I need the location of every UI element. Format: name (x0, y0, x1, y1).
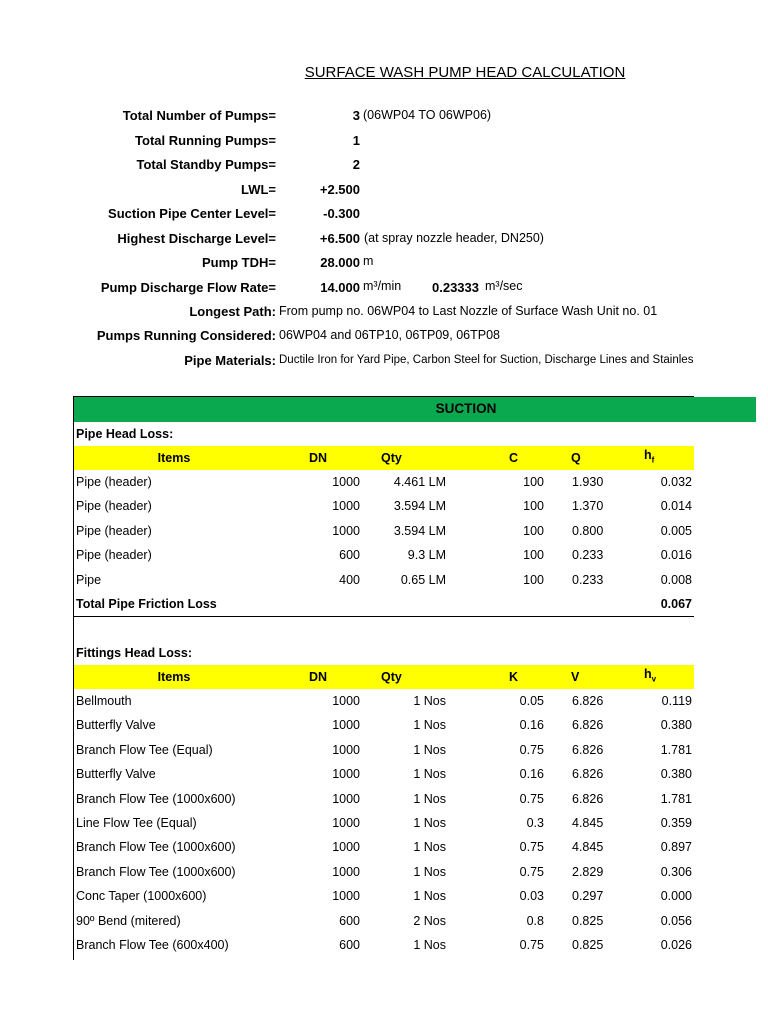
cell-item: Pipe (header) (76, 523, 152, 538)
cell-k: 0.75 (519, 791, 544, 806)
info-text: From pump no. 06WP04 to Last Nozzle of Surface Wash Unit no. 01 (279, 304, 658, 318)
param-label: Pump Discharge Flow Rate= (100, 280, 276, 295)
cell-c: 100 (523, 499, 544, 514)
param-unit: m (363, 254, 374, 268)
cell-qty: 1 Nos (413, 767, 446, 782)
cell-item: Line Flow Tee (Equal) (76, 816, 197, 830)
cell-q: 0.233 (572, 548, 604, 563)
col-qty: Qty (381, 451, 402, 465)
pipe-total-label: Total Pipe Friction Loss (76, 597, 217, 611)
cell-qty: 0.65 LM (400, 572, 446, 587)
cell-v: 4.845 (572, 840, 604, 855)
cell-dn: 1000 (332, 816, 360, 830)
cell-dn: 1000 (332, 499, 360, 514)
cell-dn: 600 (339, 938, 360, 952)
cell-v: 6.826 (572, 694, 604, 708)
cell-item: Branch Flow Tee (Equal) (76, 742, 213, 757)
cell-dn: 1000 (332, 791, 360, 806)
param-value: 2 (352, 157, 360, 172)
info-text: Ductile Iron for Yard Pipe, Carbon Steel for Suction, Discharge Lines and Stainles (279, 354, 694, 366)
cell-q: 1.370 (572, 499, 604, 514)
cell-qty: 3.594 LM (393, 523, 446, 538)
cell-k: 0.16 (519, 718, 544, 733)
cell-item: 90º Bend (mitered) (76, 913, 181, 928)
cell-h: 0.897 (660, 840, 692, 855)
cell-h: 1.781 (660, 791, 692, 806)
cell-v: 4.845 (572, 816, 604, 830)
cell-item: Conc Taper (1000x600) (76, 889, 207, 904)
cell-h: 0.014 (660, 499, 692, 514)
cell-dn: 1000 (332, 889, 360, 904)
col-hv (644, 667, 656, 684)
pipe-section-title: Pipe Head Loss: (76, 427, 174, 441)
cell-dn: 1000 (332, 475, 360, 489)
param-label: Pump TDH= (201, 255, 276, 270)
table-top-border (73, 396, 694, 397)
param-value: 14.000 (320, 280, 360, 295)
cell-v: 6.826 (572, 767, 604, 782)
col-hf-subscript: f (651, 455, 655, 465)
fittings-section-title: Fittings Head Loss: (76, 646, 192, 660)
cell-c: 100 (523, 523, 544, 538)
param-unit: m³/min (363, 279, 402, 293)
param-label: Suction Pipe Center Level= (108, 206, 276, 221)
cell-h: 1.781 (660, 742, 692, 757)
cell-v: 6.826 (572, 718, 604, 733)
cell-h: 0.380 (660, 767, 692, 782)
cell-h: 0.380 (660, 718, 692, 733)
cell-qty: 3.594 LM (393, 499, 446, 514)
param-label: LWL= (240, 182, 276, 197)
param-value: 3 (352, 108, 360, 123)
cell-item: Pipe (header) (76, 475, 152, 489)
cell-dn: 1000 (332, 718, 360, 733)
param-value: +2.500 (319, 182, 360, 197)
param-label: Total Running Pumps= (135, 133, 276, 148)
cell-qty: 1 Nos (413, 791, 446, 806)
param-note: (06WP04 TO 06WP06) (363, 108, 492, 122)
col-hf (644, 448, 654, 465)
param-value-secondary: 0.23333 (432, 280, 479, 295)
cell-v: 2.829 (572, 864, 604, 879)
cell-h: 0.005 (660, 523, 692, 538)
col-dn: DN (309, 670, 328, 684)
cell-dn: 1000 (332, 742, 360, 757)
col-hf-symbol: h (644, 448, 652, 462)
col-hv-symbol: h (644, 667, 652, 681)
cell-h: 0.359 (660, 816, 692, 830)
cell-k: 0.16 (519, 767, 544, 782)
cell-k: 0.3 (526, 816, 544, 830)
param-value: 28.000 (320, 255, 360, 270)
cell-q: 0.233 (572, 572, 604, 587)
cell-qty: 4.461 LM (393, 475, 446, 489)
cell-qty: 2 Nos (413, 913, 446, 928)
cell-v: 6.826 (572, 742, 604, 757)
page-title: SURFACE WASH PUMP HEAD CALCULATION (304, 64, 626, 81)
section-header-suction: SUCTION (435, 401, 497, 416)
cell-c: 100 (523, 548, 544, 563)
cell-v: 0.297 (572, 889, 604, 904)
col-k: K (509, 670, 519, 684)
col-qty: Qty (381, 670, 402, 684)
cell-k: 0.75 (519, 938, 544, 952)
param-value: +6.500 (319, 231, 360, 246)
cell-c: 100 (523, 475, 544, 489)
cell-dn: 1000 (332, 864, 360, 879)
cell-qty: 1 Nos (413, 742, 446, 757)
cell-v: 6.826 (572, 791, 604, 806)
cell-dn: 1000 (332, 694, 360, 708)
cell-qty: 1 Nos (413, 840, 446, 855)
cell-h: 0.000 (660, 889, 692, 904)
cell-qty: 1 Nos (413, 864, 446, 879)
cell-item: Bellmouth (76, 694, 132, 708)
cell-h: 0.008 (660, 572, 692, 587)
cell-k: 0.75 (519, 840, 544, 855)
param-value: -0.300 (323, 206, 360, 221)
cell-h: 0.306 (660, 864, 692, 879)
cell-k: 0.75 (519, 742, 544, 757)
param-label: Highest Discharge Level= (117, 231, 276, 246)
cell-item: Pipe (76, 572, 102, 587)
cell-qty: 1 Nos (413, 816, 446, 830)
cell-dn: 1000 (332, 523, 360, 538)
pipe-total-value: 0.067 (660, 597, 692, 611)
col-hv-subscript: v (651, 674, 657, 684)
param-label: Total Number of Pumps= (122, 108, 276, 123)
cell-item: Branch Flow Tee (1000x600) (76, 864, 236, 879)
cell-k: 0.75 (519, 864, 544, 879)
cell-qty: 1 Nos (413, 938, 446, 952)
cell-item: Pipe (header) (76, 548, 152, 563)
cell-h: 0.119 (661, 694, 692, 708)
param-value: 1 (352, 133, 360, 148)
cell-item: Branch Flow Tee (1000x600) (76, 840, 236, 855)
cell-item: Pipe (header) (76, 499, 152, 514)
col-c: C (509, 451, 519, 465)
cell-h: 0.032 (660, 475, 692, 489)
cell-dn: 400 (339, 572, 360, 587)
cell-qty: 1 Nos (413, 694, 446, 708)
cell-dn: 600 (339, 913, 360, 928)
cell-k: 0.03 (519, 889, 544, 904)
pipe-total-rule (74, 616, 694, 617)
cell-item: Butterfly Valve (76, 767, 156, 782)
param-note: (at spray nozzle header, DN250) (364, 231, 544, 245)
col-q: Q (571, 451, 581, 465)
col-dn: DN (309, 451, 328, 465)
cell-qty: 1 Nos (413, 718, 446, 733)
param-label: Total Standby Pumps= (136, 157, 276, 172)
cell-item: Branch Flow Tee (600x400) (76, 938, 229, 952)
cell-qty: 1 Nos (413, 889, 446, 904)
cell-h: 0.026 (660, 938, 692, 952)
cell-item: Branch Flow Tee (1000x600) (76, 791, 236, 806)
cell-v: 0.825 (572, 938, 604, 952)
info-label: Pipe Materials: (184, 353, 276, 368)
info-label: Longest Path: (189, 304, 276, 319)
col-v: V (571, 670, 580, 684)
cell-h: 0.056 (660, 913, 692, 928)
cell-c: 100 (523, 572, 544, 587)
cell-dn: 1000 (332, 767, 360, 782)
cell-h: 0.016 (660, 548, 692, 563)
cell-item: Butterfly Valve (76, 718, 156, 733)
col-items: Items (157, 670, 191, 684)
cell-dn: 1000 (332, 840, 360, 855)
param-unit-secondary: m³/sec (485, 279, 523, 293)
cell-qty: 9.3 LM (407, 548, 446, 563)
info-text: 06WP04 and 06TP10, 06TP09, 06TP08 (279, 328, 500, 342)
cell-dn: 600 (339, 548, 360, 563)
info-label: Pumps Running Considered: (96, 328, 276, 343)
cell-k: 0.8 (526, 913, 544, 928)
cell-q: 1.930 (572, 475, 604, 489)
cell-q: 0.800 (572, 523, 604, 538)
cell-k: 0.05 (519, 694, 544, 708)
cell-v: 0.825 (572, 913, 604, 928)
col-items: Items (157, 451, 191, 465)
